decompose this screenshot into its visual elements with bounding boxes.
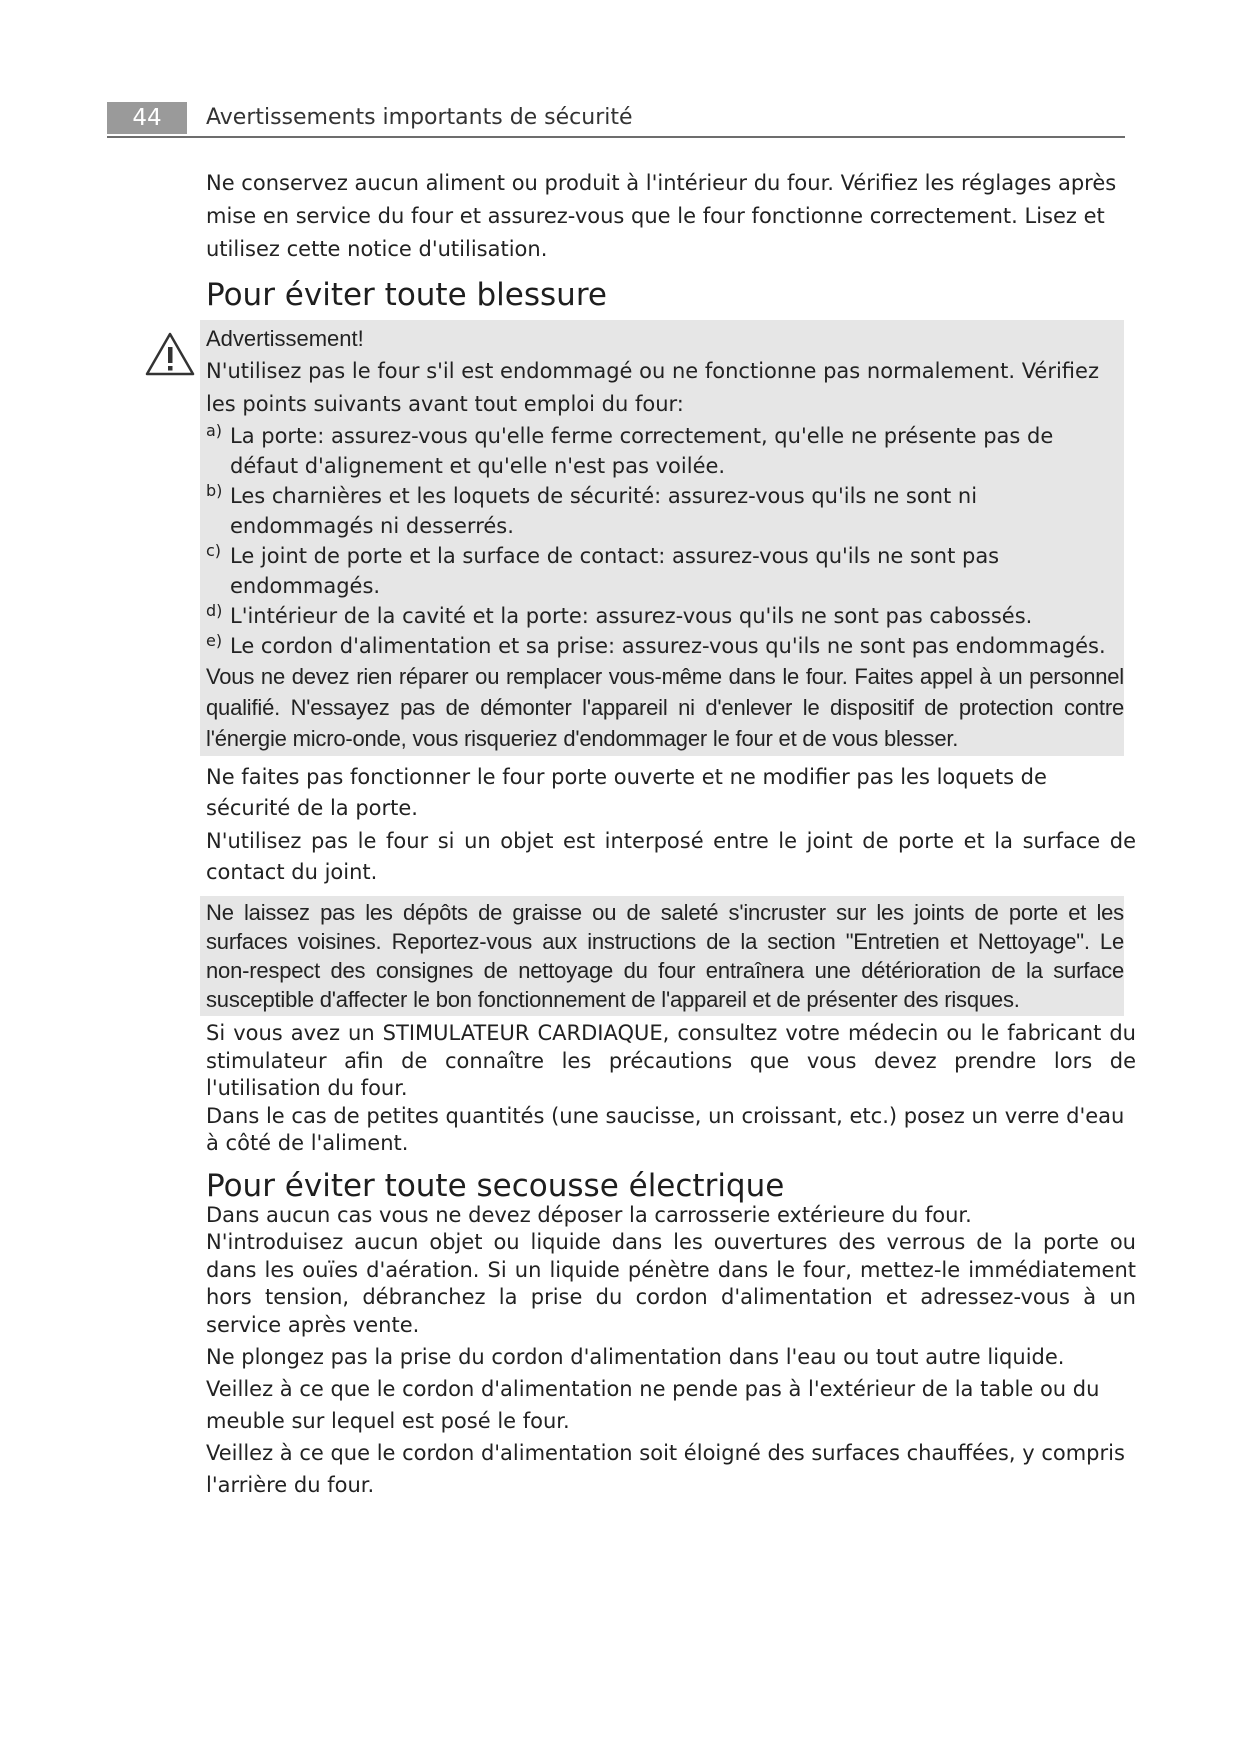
- list-text: Le joint de porte et la surface de contact: assurez-vous qu'ils ne sont pas endommagés.: [230, 544, 1000, 598]
- intro-paragraph: Ne conservez aucun aliment ou produit à l'intérieur du four. Vérifiez les réglages après mise en service du four et assurez-vous que le four fonctionne correctement. Lisez et utilisez cette notice d'utilisation.: [206, 171, 1117, 261]
- hanging-cord-paragraph: Veillez à ce que le cordon d'alimentation ne pende pas à l'extérieur de la table ou du meuble sur lequel est posé le four.: [206, 1377, 1100, 1433]
- section-heading-electric: Pour éviter toute secousse électrique: [206, 1167, 785, 1204]
- section-heading-injury: Pour éviter toute blessure: [206, 277, 607, 313]
- list-item: [206, 631, 1124, 661]
- list-text: La porte: assurez-vous qu'elle ferme correctement, qu'elle ne présente pas de défaut d'alignement et qu'elle n'est pas voilée.: [230, 424, 1054, 478]
- heat-paragraph: Veillez à ce que le cordon d'alimentation soit éloigné des surfaces chauffées, y compris l'arrière du four.: [206, 1441, 1125, 1497]
- cleaning-notice: Ne laissez pas les dépôts de graisse ou de saleté s'incruster sur les joints de porte et les surfaces voisines. Reportez-vous aux instructions de la section "Entretien et Nettoyage". Le non-respect des consignes de nettoyage du four entraînera une détérioration de la surface susceptible d'affecter le bon fonctionnement de l'appareil et de présenter des risques.: [206, 900, 1124, 1012]
- list-marker: b): [206, 481, 223, 500]
- list-text: Le cordon d'alimentation et sa prise: assurez-vous qu'ils ne sont pas endommagés.: [230, 634, 1106, 658]
- warning-box: [200, 320, 1124, 756]
- page-number: 44: [107, 102, 187, 134]
- liquid-paragraph: N'introduisez aucun objet ou liquide dans les ouvertures des verrous de la porte ou dans les ouïes d'aération. Si un liquide pénètre dans le four, mettez-le immédiatement hors tension, débranchez la prise du cordon d'alimentation et adressez-vous à un service après vente.: [206, 1230, 1136, 1337]
- warning-title: Advertissement!: [206, 326, 364, 351]
- section-running-title: Avertissements importants de sécurité: [206, 105, 633, 130]
- list-marker: c): [206, 541, 222, 560]
- pacemaker-paragraph: Si vous avez un STIMULATEUR CARDIAQUE, consultez votre médecin ou le fabricant du stimulateur afin de connaître les précautions que vous devez prendre lors de l'utilisation du four.: [206, 1021, 1136, 1100]
- list-marker: e): [206, 631, 223, 650]
- casing-paragraph: Dans aucun cas vous ne devez déposer la carrosserie extérieure du four.: [206, 1202, 972, 1227]
- warning-triangle-icon: [144, 331, 196, 377]
- water-paragraph: Ne plongez pas la prise du cordon d'alimentation dans l'eau ou tout autre liquide.: [206, 1345, 1065, 1369]
- list-item: [206, 541, 1124, 601]
- list-marker: d): [206, 601, 223, 620]
- list-item: [206, 601, 1124, 631]
- cleaning-notice-box: [200, 896, 1124, 1016]
- door-open-paragraph: Ne faites pas fonctionner le four porte ouverte et ne modifier pas les loquets de sécurité de la porte.: [206, 765, 1047, 820]
- warning-closing: Vous ne devez rien réparer ou remplacer vous-même dans le four. Faites appel à un personnel qualifié. N'essayez pas de démonter l'appareil ni d'enlever le dispositif de protection contre l'énergie micro-onde, vous risqueriez d'endommager le four et de vous blesser.: [206, 664, 1124, 751]
- object-paragraph: N'utilisez pas le four si un objet est interposé entre le joint de porte et la surface de contact du joint.: [206, 829, 1136, 884]
- list-item: [206, 421, 1124, 481]
- page-content: [206, 167, 1136, 1501]
- list-text: Les charnières et les loquets de sécurité: assurez-vous qu'ils ne sont ni endommagés ni desserrés.: [230, 484, 978, 538]
- list-item: [206, 481, 1124, 541]
- list-text: L'intérieur de la cavité et la porte: assurez-vous qu'ils ne sont pas cabossés.: [230, 604, 1033, 628]
- warning-intro: N'utilisez pas le four s'il est endommagé ou ne fonctionne pas normalement. Vérifiez les points suivants avant tout emploi du four:: [206, 359, 1099, 416]
- page-header: [107, 100, 1125, 138]
- list-marker: a): [206, 421, 223, 440]
- small-quantities-paragraph: Dans le cas de petites quantités (une saucisse, un croissant, etc.) posez un verre d'eau à côté de l'aliment.: [206, 1103, 1125, 1155]
